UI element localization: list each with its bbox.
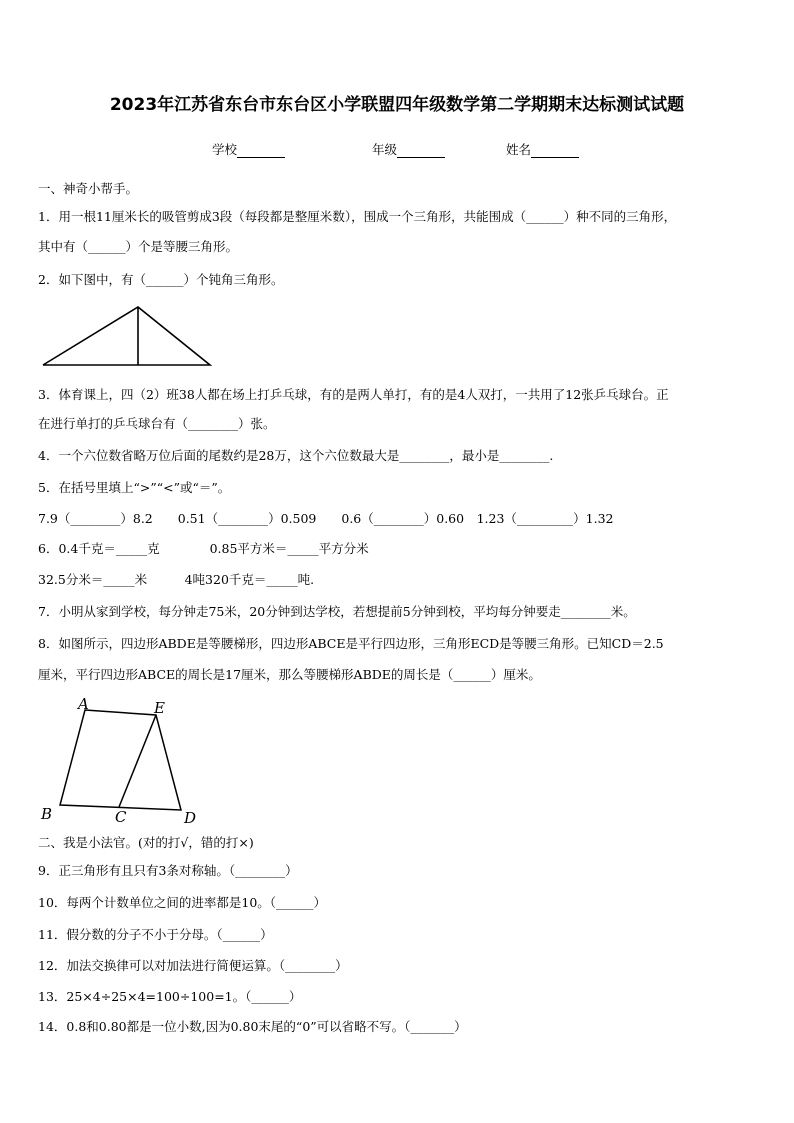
question-8-line-2: 厘米，平行四边形ABCE的周长是17厘米，那么等腰梯形ABDE的周长是（______）厘米。 [38,667,541,682]
question-14: 14．0.8和0.80都是一位小数,因为0.80末尾的“0”可以省略不写。（_______） [38,1019,467,1034]
name-blank[interactable] [531,142,579,158]
grade-blank[interactable] [397,142,445,158]
label-d: D [184,809,197,827]
question-9: 9．正三角形有且只有3条对称轴。（________） [38,863,298,878]
label-e: E [154,699,165,717]
trapezoid-outline [60,710,181,810]
section-2-heading: 二、我是小法官。(对的打√，错的打×) [38,835,254,850]
triangle-outline [43,307,210,365]
school-field[interactable] [212,140,285,158]
question-3-line-1: 3．体育课上，四（2）班38人都在场上打乒乓球，有的是两人单打，有的是4人双打，一共用了12张乒乓球台。正 [38,387,669,402]
question-2: 2．如下图中，有（______）个钝角三角形。 [38,272,284,287]
question-1-line-1: 1．用一根11厘米长的吸管剪成3段（每段都是整厘米数），围成一个三角形，共能围成（______）种不同的三角形， [38,209,677,224]
school-blank[interactable] [237,142,285,158]
grade-label: 年级 [372,142,398,157]
question-5-items: 7.9（________）8.2 0.51（________）0.509 0.6（________）0.60 1.23（_________）1.32 [38,511,614,526]
question-10: 10．每两个计数单位之间的进率都是10。（______） [38,895,327,910]
question-11: 11．假分数的分子不小于分母。（______） [38,927,273,942]
label-c: C [115,808,127,826]
question-4: 4．一个六位数省略万位后面的尾数约是28万，这个六位数最大是________，最小是________. [38,448,554,463]
label-a: A [78,695,89,713]
question-13: 13．25×4÷25×4=100÷100=1。（______） [38,989,302,1004]
question-6-line-2: 32.5分米＝_____米 4吨320千克＝_____吨. [38,572,315,587]
question-8-line-1: 8．如图所示，四边形ABDE是等腰梯形，四边形ABCE是平行四边形，三角形ECD是等腰三角形。已知CD＝2.5 [38,636,664,651]
page-title: 2023年江苏省东台市东台区小学联盟四年级数学第二学期期末达标测试试题 [109,95,685,115]
question-1-line-2: 其中有（______）个是等腰三角形。 [38,239,239,254]
question-5: 5．在括号里填上“>”“<”或“＝”。 [38,480,231,495]
label-b: B [41,805,53,823]
grade-field[interactable] [372,140,445,158]
school-label: 学校 [212,142,238,157]
section-1-heading: 一、神奇小帮手。 [38,181,139,196]
name-label: 姓名 [506,142,532,157]
trapezoid-figure [38,695,208,830]
question-7: 7．小明从家到学校，每分钟走75米，20分钟到达学校，若想提前5分钟到校，平均每分钟要走________米。 [38,604,636,619]
segment-ec [119,715,156,807]
triangle-figure [42,305,212,367]
question-12: 12．加法交换律可以对加法进行简便运算。（________） [38,958,348,973]
question-6-line-1: 6．0.4千克＝_____克 0.85平方米＝_____平方分米 [38,541,369,556]
name-field[interactable] [506,140,579,158]
question-3-line-2: 在进行单打的乒乓球台有（________）张。 [38,416,276,431]
